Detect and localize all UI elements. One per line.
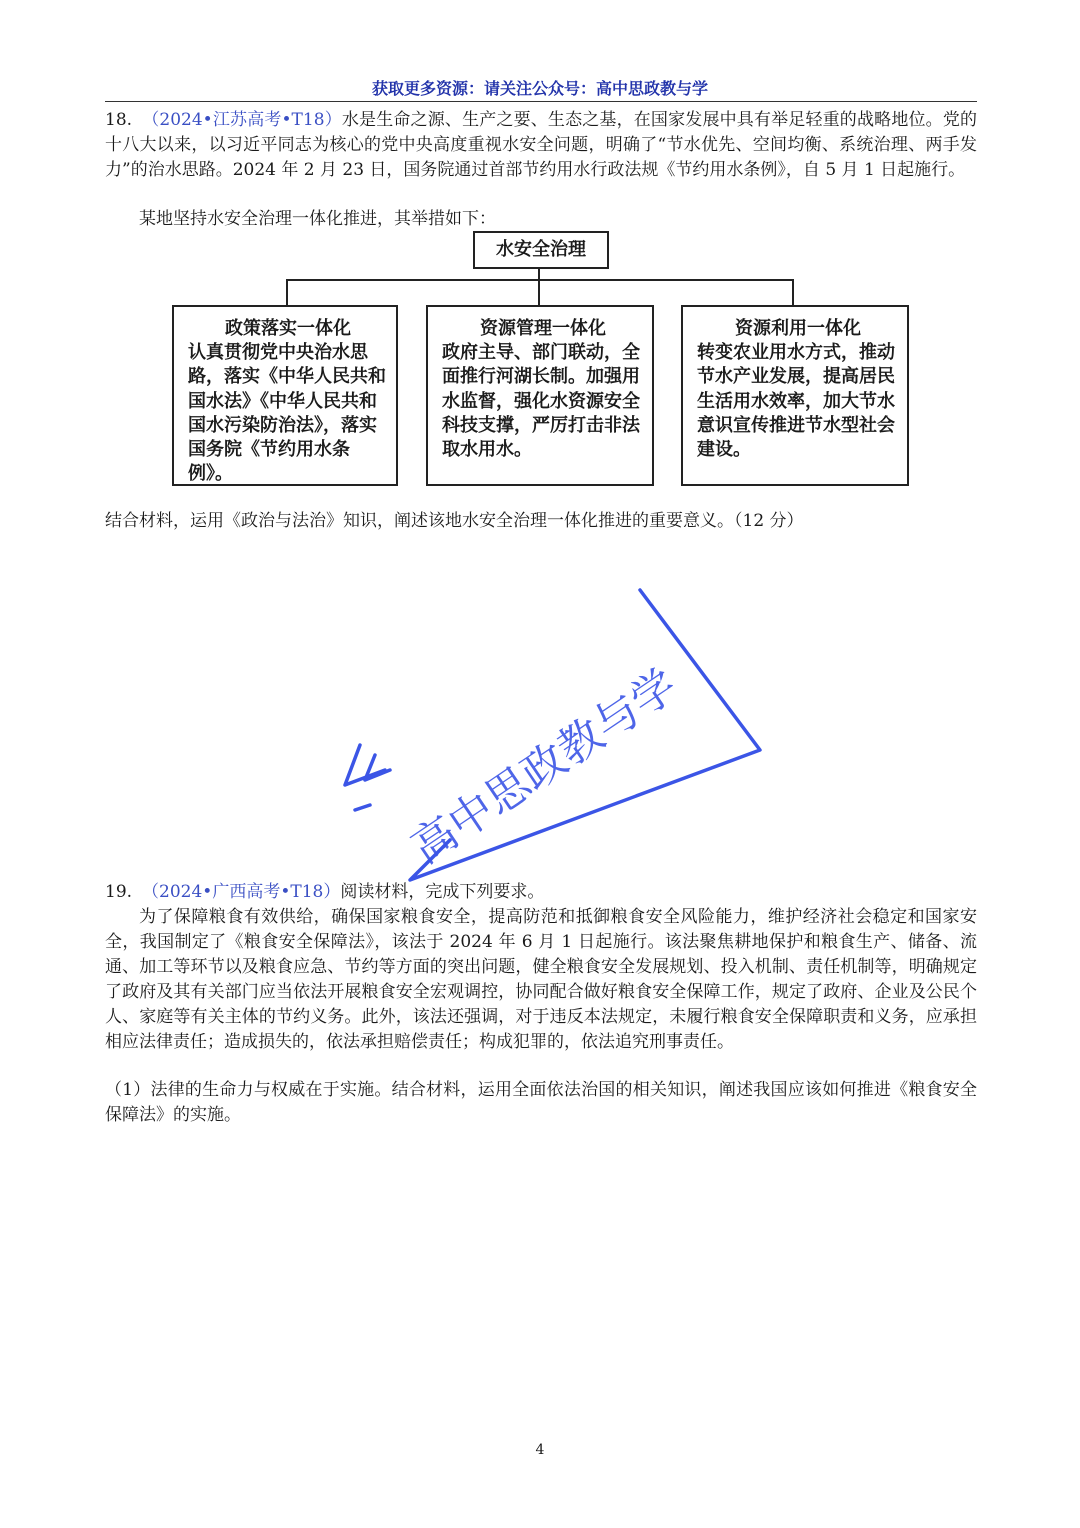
- q19-task1: （1）法律的生命力与权威在于实施。结合材料，运用全面依法治国的相关知识，阐述我国应该如何推进《粮食安全保障法》的实施。: [105, 1080, 977, 1125]
- connector-horizontal: [286, 279, 794, 281]
- q19-intro-text: 阅读材料，完成下列要求。: [340, 882, 545, 902]
- water-safety-diagram: [0, 0, 1080, 500]
- q18-number: 18.: [105, 110, 133, 130]
- branch-body-management: 政府主导、部门联动，全面推行河湖长制。加强用水监督，强化水资源安全科技支撑，严厉打击非法取水用水。: [442, 342, 640, 461]
- q19-number: 19.: [105, 882, 133, 902]
- q18-lead: 某地坚持水安全治理一体化推进，其举措如下：: [139, 209, 496, 229]
- q19-intro: [105, 880, 977, 905]
- q18-task: 结合材料，运用《政治与法治》知识，阐述该地水安全治理一体化推进的重要意义。（12 分）: [105, 511, 804, 531]
- q18-source: （2024•江苏高考•T18）: [142, 110, 342, 130]
- diagram-root-box: 水安全治理: [473, 231, 609, 269]
- branch-box-management: [426, 305, 654, 486]
- branch-box-utilization: [681, 305, 909, 486]
- branch-body-policy: 认真贯彻党中央治水思路，落实《中华人民共和国水法》《中华人民共和国水污染防治法》，落实国务院《节约用水条例》。: [188, 342, 386, 485]
- connector-right: [792, 279, 794, 305]
- branch-title-management: 资源管理一体化: [480, 318, 606, 339]
- watermark-tick: [355, 805, 370, 810]
- connector-middle: [538, 279, 540, 305]
- watermark-text: 高中思政教与学: [402, 659, 687, 875]
- branch-body-utilization: 转变农业用水方式，推动节水产业发展，提高居民生活用水效率，加大节水意识宣传推进节水型社会建设。: [697, 342, 895, 461]
- q18-intro-text: 水是生命之源、生产之要、生态之基，在国家发展中具有举足轻重的战略地位。党的十八大以来，以习近平同志为核心的党中央高度重视水安全问题，明确了“节水优先、空间均衡、系统治理、两手发力”的治水思路。2024 年 2 月 23 日，国务院通过首部节约用水行政法规《节约用水条例》，自 5 月 1 日起施行。: [105, 110, 977, 180]
- branch-title-utilization: 资源利用一体化: [735, 318, 861, 339]
- q19-source: （2024•广西高考•T18）: [142, 882, 341, 902]
- branch-title-policy: 政策落实一体化: [225, 318, 351, 339]
- watermark-stamp: [300, 570, 780, 910]
- page-number: 4: [535, 1442, 545, 1458]
- q19-material: 为了保障粮食有效供给，确保国家粮食安全，提高防范和抵御粮食安全风险能力，维护经济社会稳定和国家安全，我国制定了《粮食安全保障法》，该法于 2024 年 6 月 1 日起施行。该法聚焦耕地保护和粮食生产、储备、流通、加工等环节以及粮食应急、节约等方面的突出问题，健全粮食安全发展规划、投入机制、责任机制等，明确规定了政府及其有关部门应当依法开展粮食安全宏观调控，协同配合做好粮食安全保障工作，规定了政府、企业及公民个人、家庭等有关主体的节约义务。此外，该法还强调，对于违反本法规定，未履行粮食安全保障职责和义务，应承担相应法律责任；造成损失的，依法承担赔偿责任；构成犯罪的，依法追究刑事责任。: [105, 907, 977, 1052]
- page-header: 获取更多资源：请关注公众号：高中思政教与学: [371, 79, 708, 98]
- connector-left: [286, 279, 288, 305]
- branch-box-policy: [172, 305, 398, 486]
